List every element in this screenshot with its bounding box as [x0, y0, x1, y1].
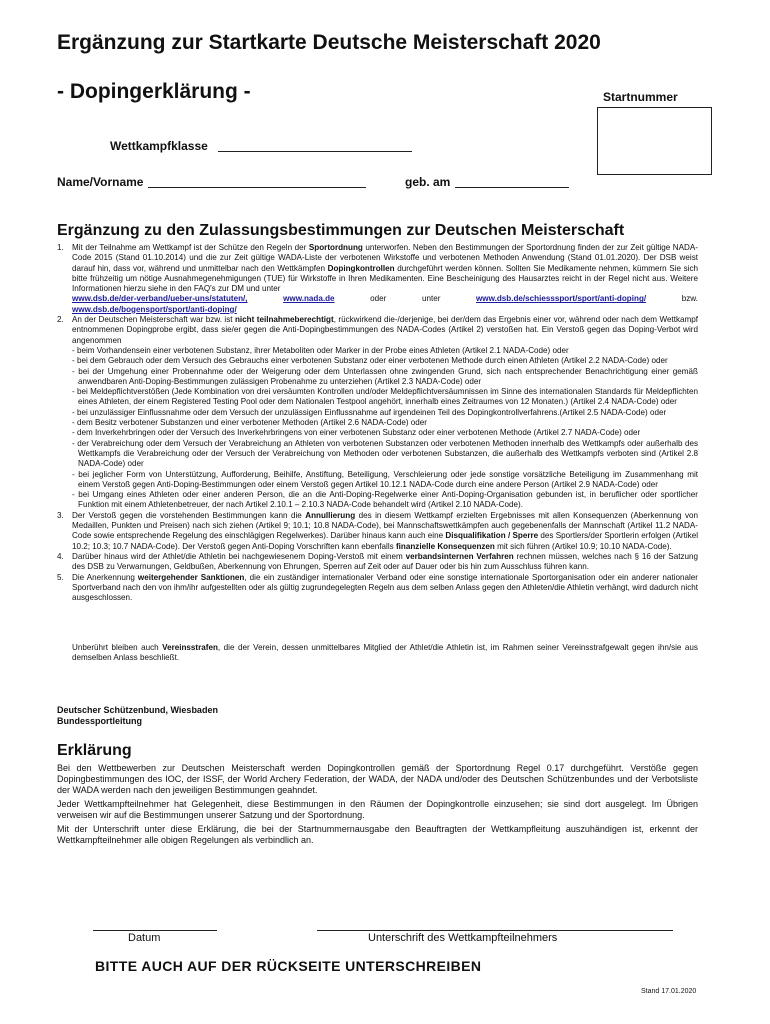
rule-item [57, 315, 698, 511]
sub-item: - bei Meldepflichtverstößen (Jede Kombination von drei versäumten Kontrollen und/oder Meldepflichtversäumnissen im Sinne des internationalen Standards für Meldepflichten eines Athleten, der einem Registered Testing Pool oder dem Nationalen Testpool angehört, innerhalb eines Zeitraumes von 12 Monaten.) (Artikel 2.4 NADA-Code) oder [72, 387, 698, 407]
rule-text: des in diesem Wettkampf erzielten Ergebnisses mit allen Konsequenzen (Aberkennung von Medaillen, Punkten und Preisen) nach sich ziehen (Artikel 9; 10.1; 10.8 NADA-Code), bei Mannschaftswettkämpfen auch gegebenenfalls der Mannschaft (Artikel 11.2 NADA-Code sowie entsprechende Regelung des einschlägigen Regelwerkes). Darüber hinaus kann auch eine [72, 510, 698, 541]
link-nada[interactable]: www.nada.de [283, 294, 335, 304]
startnummer-label: Startnummer [603, 90, 678, 104]
rule-text: unterworfen. Neben den Bestimmungen der Sportordnung finden der zur Zeit gültige NADA-Code 2015 (Stand 01.10.2014) und die zur Zeit gültige WADA-Liste der verbotenen Wirkstoffe und verbotenen Methoden Anwendung (Stand 01.01.2020). Der DSB weist darauf hin, dass vor, während und unmittelbar nach den Wettkämpfen [72, 243, 698, 273]
erklaerung-paragraph: Bei den Wettbewerben zur Deutschen Meisterschaft werden Dopingkontrollen gemäß der Sportordnung Regel 0.17 durchgeführt. Verstöße gegen Dopingbestimmungen des IOC, der ISSF, der World Archery Federation, der WADA, der NADA und/oder des Deutschen Schützenbundes und der Verbotsliste der WADA werden nach den jeweiligen Bestimmungen geahndet. [57, 763, 698, 795]
sub-item: - bei unzulässiger Einflussnahme oder dem Versuch der unzulässigen Einflussnahme auf irgendeinen Teil des Dopingkontrollverfahrens.(Artikel 2.5 NADA-Code) oder [72, 407, 667, 417]
link-dsb-schiesssport[interactable]: www.dsb.de/schiesssport/sport/anti-doping/ [476, 294, 647, 304]
footer-instruction: BITTE AUCH AUF DER RÜCKSEITE UNTERSCHREIBEN [95, 958, 482, 974]
rule-text: mit sich führen (Artikel 10.9; 10.10 NADA-Code). [494, 541, 672, 551]
rules-list [57, 243, 698, 603]
rule-text: , rückwirkend die-/derjenige, bei der/dem das Ergebnis einer vor, während oder nach dem Wettkampf entnommenen Dopingprobe ergibt, dass sie/er gegen die Anti-Dopingbestimmungen des NADA-Codes (Artikel 2) verstoßen hat. Ein Verstoß gegen das Doping-Verbot wird angenommen [72, 315, 698, 345]
rule-item [57, 243, 698, 315]
wettkampfklasse-label: Wettkampfklasse [110, 139, 208, 153]
sub-item: - dem Inverkehrbringen oder der Versuch des Inverkehrbringens von einer verbotenen Substanz oder einer verbotenen Methode (Artikel 2.7 NADA-Code) oder [72, 428, 641, 438]
document-date: Stand 17.01.2020 [641, 988, 697, 995]
organization-block [57, 705, 218, 727]
sub-item: - beim Vorhandensein einer verbotenen Substanz, ihrer Metaboliten oder Marker in der Probe eines Athleten (Artikel 2.1 NADA-Code) oder [72, 345, 569, 355]
rule-item [57, 573, 698, 604]
section-heading-zulassung: Ergänzung zu den Zulassungsbestimmungen zur Deutschen Meisterschaft [57, 222, 625, 239]
rule-emphasis: weitergehender Sanktionen [137, 572, 245, 582]
rule-text: rechnen müssen, welches nach § 16 der Satzung des DSB zu Verwarnungen, Geldbußen, Aberkennung von Ehrungen, Sperren auf Zeit oder auf Dauer oder bis hin zum Ausschluss führen kann. [72, 551, 698, 572]
rule-emphasis: finanzielle Konsequenzen [395, 541, 495, 551]
signature-field[interactable] [317, 930, 673, 931]
rule-emphasis: verbandsinternen Verfahren [405, 551, 514, 561]
rule-text: An der Deutschen Meisterschaft war bzw. ist [72, 315, 235, 325]
organization-department: Bundessportleitung [57, 716, 142, 726]
rule-number: 5. [57, 572, 64, 582]
rule-text: , die ein zuständiger internationaler Verband oder eine sonstige internationale Sportorganisation oder ein anderer nationaler Sportverband nach den von ihm/ihr aufgestellten oder als gültig zugrundegelegten Regeln aus dem selben Anlass gegen den Athleten/die Athletin verhängt, wird dadurch nicht ausgeschlossen. [72, 572, 698, 603]
page-title: Ergänzung zur Startkarte Deutsche Meisterschaft 2020 [57, 31, 601, 54]
rule-text: Die Anerkennung [72, 572, 138, 582]
rule-emphasis: nicht teilnahmeberechtigt [234, 315, 334, 325]
sub-item: - dem Besitz verbotener Substanzen und einer verbotener Methoden (Artikel 2.6 NADA-Code) oder [72, 418, 427, 428]
sub-item: - bei der Umgehung einer Probennahme oder der Weigerung oder dem Unterlassen ohne zwingenden Grund, sich nach entsprechender Benachrichtigung einer gemäß anwendbaren Anti-Doping-Bestimmungen zulässigen Probenahme zu unterziehen (Artikel 2.3 NADA-Code) oder [72, 366, 698, 386]
startnummer-box[interactable] [597, 107, 712, 175]
geb-label: geb. am [405, 175, 451, 189]
link-separator: oder [370, 294, 387, 304]
erklaerung-paragraph: Mit der Unterschrift unter diese Erklärung, die bei der Startnummernausgabe den Beauftragten der Wettkampfleitung auszuhändigen ist, erkennt der Wettkampfteilnehmer alle obigen Regelungen als verbindlich an. [57, 824, 698, 845]
section-heading-erklaerung: Erklärung [57, 742, 132, 759]
rule-item [57, 552, 698, 573]
rule-number: 1. [57, 243, 64, 252]
sub-item: - der Verabreichung oder dem Versuch der Verabreichung an Athleten von verbotenen Substanzen oder verbotenen Methoden innerhalb des Wettkampfs oder außerhalb des Wettkampfs die Verabreichung oder der Versuch der Verabreichung von Methoden oder verbotenen Substanzen, die außerhalb des Wettkampfs verboten sind (Artikel 2.8 NADA-Code) oder [72, 438, 698, 469]
link-separator: bzw. [681, 294, 698, 304]
vereinsstrafen-note [72, 643, 698, 664]
rule-emphasis: Disqualifikation / Sperre [445, 531, 539, 541]
rule-emphasis: Dopingkontrollen [327, 263, 395, 273]
erklaerung-text [57, 763, 698, 849]
note-emphasis: Vereinsstrafen [162, 643, 218, 652]
rule-text: Der Verstoß gegen die vorstehenden Bestimmungen kann die [72, 510, 306, 520]
rule-number: 3. [57, 510, 64, 520]
page-subtitle: - Dopingerklärung - [57, 80, 251, 103]
organization-name: Deutscher Schützenbund, Wiesbaden [57, 705, 218, 715]
sub-item: - bei Umgang eines Athleten oder einer anderen Person, die an die Anti-Doping-Regelwerke einer Anti-Doping-Organisation gebunden ist, in beruflicher oder sportlicher Funktion mit einem Athletenbetreuer, der nach Artikel 2.10.1 – 2.10.3 NADA-Code behandelt wird (Artikel 2.10 NADA-Code). [72, 490, 698, 510]
wettkampfklasse-field[interactable] [218, 151, 412, 152]
rule-text: durchgeführt werden können. Sollten Sie Medikamente nehmen, kümmern Sie sich bitte frühzeitig um nötige Ausnahmegenehmigungen (TUE) für Wirkstoffe in Ihren Medikamenten. Eine Bescheinigung des Hausarztes reicht in der Regel nicht aus. Weitere Informationen hierzu siehe in den FAQ's zur DM und unter [72, 263, 698, 294]
rule-number: 4. [57, 551, 64, 561]
datum-label: Datum [128, 932, 161, 944]
rule-emphasis: Annullierung [305, 510, 356, 520]
signature-label: Unterschrift des Wettkampfteilnehmers [368, 932, 558, 944]
datum-field[interactable] [93, 930, 217, 931]
note-text: Unberührt bleiben auch [72, 643, 163, 652]
links-row [72, 294, 698, 304]
rule-text: Darüber hinaus wird der Athlet/die Athletin bei nachgewiesenem Doping-Verstoß mit einem [72, 551, 406, 561]
link-dsb-bogensport[interactable]: www.dsb.de/bogensport/sport/anti-doping/ [72, 304, 237, 314]
rule-item [57, 511, 698, 552]
rule-text: Mit der Teilnahme am Wettkampf ist der Schütze den Regeln der [72, 243, 309, 252]
note-text: , die der Verein, dessen unmittelbares Mitglied der Athlet/die Athletin ist, im Rahmen seiner Vereinsstrafgewalt gegen ihn/sie aus demselben Anlass beschließt. [72, 643, 698, 663]
link-dsb-statuten[interactable]: www.dsb.de/der-verband/ueber-uns/statuten/, [72, 294, 248, 304]
sub-item: - bei jeglicher Form von Unterstützung, Aufforderung, Beihilfe, Anstiftung, Beteiligung, Verschleierung oder jede sonstige vorsätzliche Beteiligung im Zusammenhang mit einem Verstoß gegen Anti-Doping-Bestimmungen oder einem Verstoß gegen Artikel 10.12.1 NADA-Code durch eine andere Person (Artikel 2.9 NADA-Code) oder [72, 469, 698, 489]
name-label: Name/Vorname [57, 175, 144, 189]
geb-field[interactable] [455, 187, 569, 188]
link-separator: unter [421, 294, 441, 304]
rule-number: 2. [57, 315, 64, 325]
name-field[interactable] [148, 187, 366, 188]
erklaerung-paragraph: Jeder Wettkampfteilnehmer hat Gelegenheit, diese Bestimmungen in den Räumen der Dopingkontrolle einzusehen; sie sind dort ausgelegt. Im Übrigen verweisen wir auf die Bestimmungen unserer Satzung und der Sportordnung. [57, 799, 698, 820]
rule-emphasis: Sportordnung [308, 243, 363, 252]
sub-item: - bei dem Gebrauch oder dem Versuch des Gebrauchs einer verbotenen Substanz oder einer verbotenen Methode durch einen Athleten (Artikel 2.2 NADA-Code) oder [72, 356, 668, 366]
rule-text: des Sportlers/der Sportlerin erfolgen (Artikel 10.2; 10.3; 10.7 NADA-Code). Der Verstoß gegen Anti-Doping Vorschriften kann ebenfalls [72, 531, 698, 551]
